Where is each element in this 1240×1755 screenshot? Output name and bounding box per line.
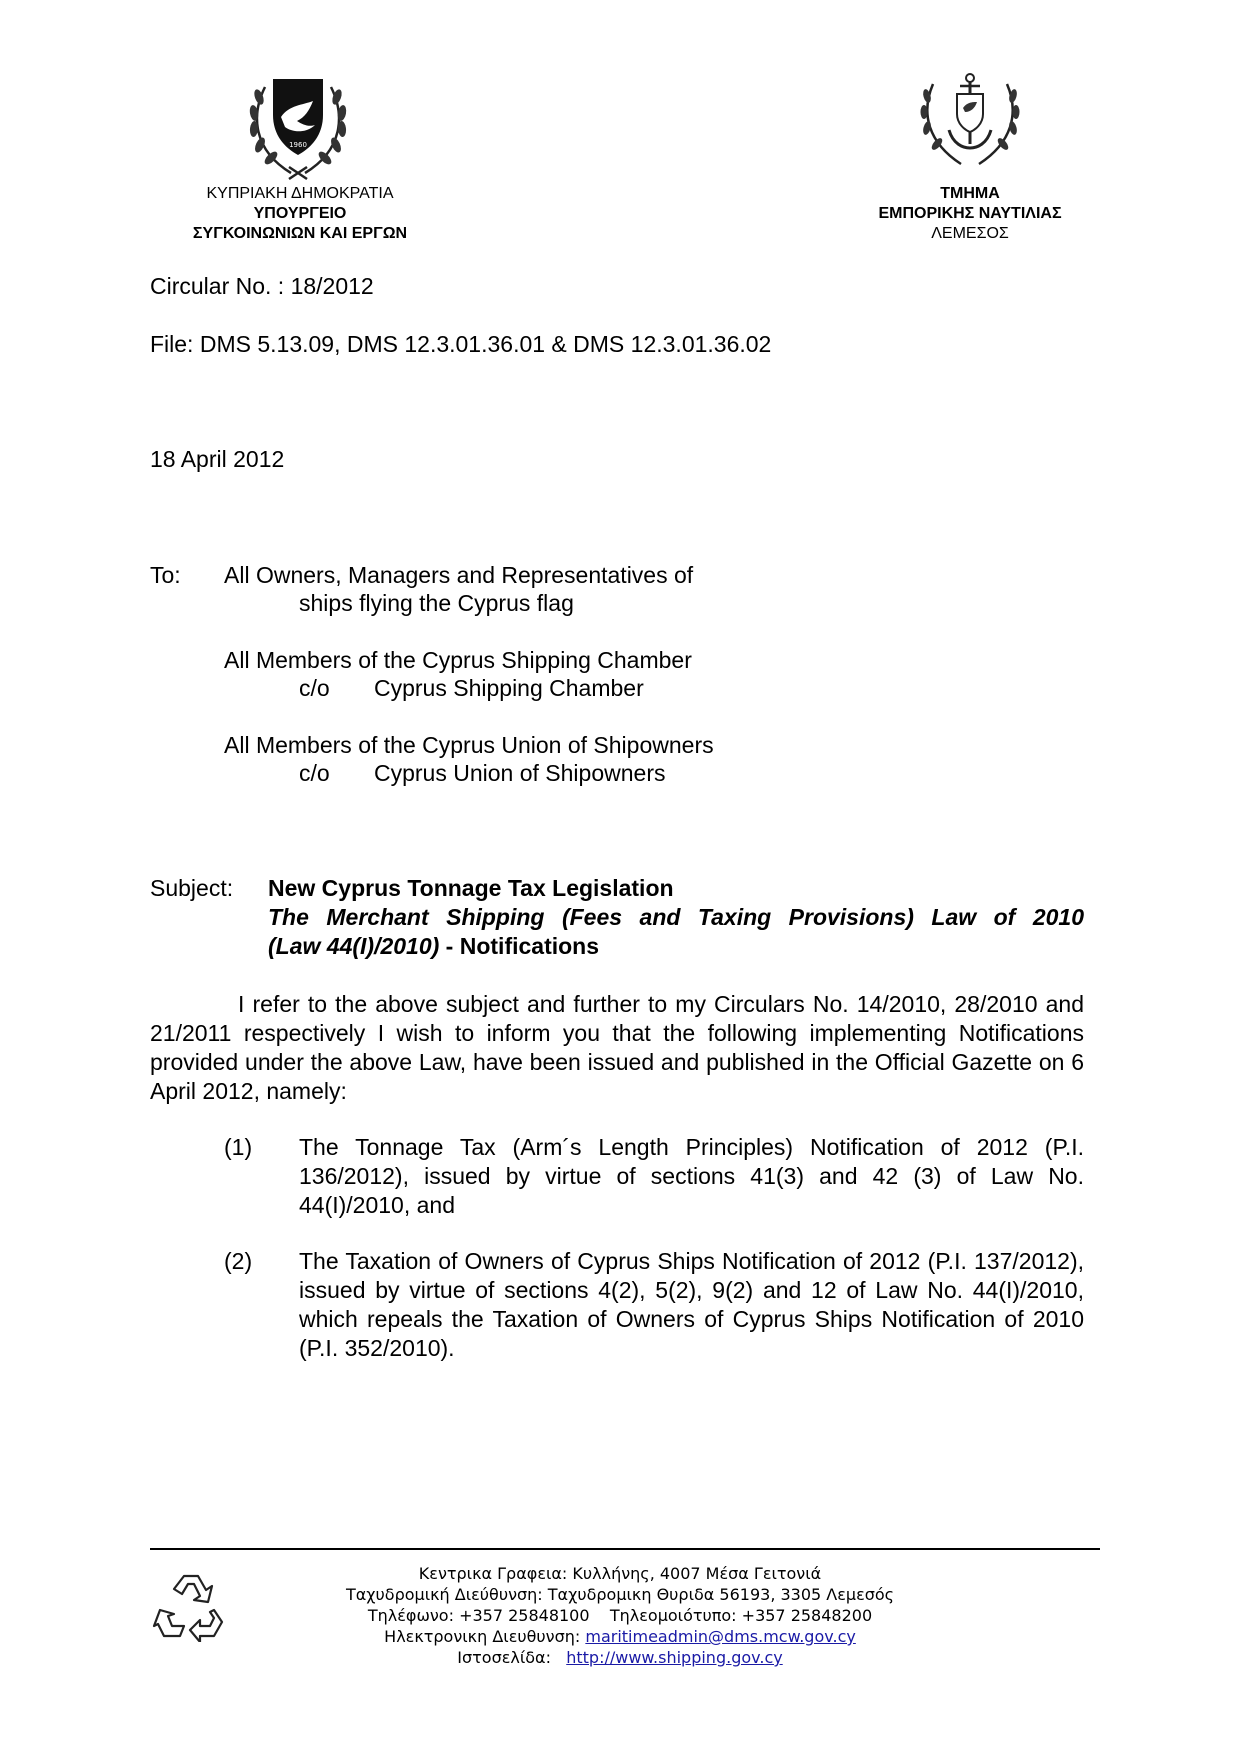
footer-divider — [150, 1548, 1100, 1550]
item-1-number: (1) — [224, 1134, 253, 1160]
item-2-number: (2) — [224, 1248, 253, 1274]
to-label: To: — [150, 562, 181, 588]
footer-web-row — [230, 1647, 1010, 1668]
recipient-3-co: c/o — [299, 760, 330, 786]
footer-contact — [230, 1563, 1010, 1668]
recipient-3-name: Cyprus Union of Shipowners — [374, 760, 666, 786]
file-reference: File: DMS 5.13.09, DMS 12.3.01.36.01 & DMS 12.3.01.36.02 — [150, 331, 772, 357]
item-2-text: The Taxation of Owners of Cyprus Ships Notification of 2012 (P.I. 137/2012), issued by virtue of sections 4(2), 5(2), 9(2) and 12 of Law No. 44(I)/2010, which repeals the Taxation of Owners of Cyprus Ships Notification of 2010 (P.I. 352/2010). — [299, 1248, 1084, 1361]
cyprus-coat-of-arms-emblem — [243, 75, 353, 183]
circular-number: Circular No. : 18/2012 — [150, 273, 374, 299]
header-right-line3: ΛΕΜΕΣΟΣ — [931, 225, 1009, 242]
recipient-1-line2: ships flying the Cyprus flag — [299, 590, 574, 616]
subject-label: Subject: — [150, 875, 234, 901]
recipient-2-name: Cyprus Shipping Chamber — [374, 675, 644, 701]
subject-law-ref: (Law 44(I)/2010) — [268, 933, 440, 959]
recycle-icon — [152, 1570, 230, 1642]
footer-web-link[interactable]: http://www.shipping.gov.cy — [566, 1648, 783, 1667]
item-1-text: The Tonnage Tax (Arm´s Length Principles) Notification of 2012 (P.I. 136/2012), issued by virtue of sections 41(3) and 42 (3) of Law No. 44(I)/2010, and — [299, 1134, 1084, 1218]
footer-email-link[interactable]: maritimeadmin@dms.mcw.gov.cy — [585, 1627, 856, 1646]
header-right-line2: ΕΜΠΟΡΙΚΗΣ ΝΑΥΤΙΛΙΑΣ — [878, 205, 1062, 222]
footer-phone-fax — [230, 1605, 1010, 1626]
footer-email-label: Ηλεκτρονικη Διευθυνση: — [384, 1627, 581, 1646]
recipient-2-co: c/o — [299, 675, 330, 701]
footer-postal: Ταχυδρομική Διεύθυνση: Ταχυδρομικη Θυριδα 56193, 3305 Λεμεσός — [345, 1585, 895, 1604]
header-left-line3: ΣΥΓΚΟΙΝΩΝΙΩΝ ΚΑΙ ΕΡΓΩΝ — [192, 225, 408, 242]
footer-web-label: Ιστοσελίδα: — [457, 1648, 551, 1667]
subject-law-number — [268, 932, 599, 961]
recipient-1-line1: All Owners, Managers and Representatives of — [224, 562, 694, 588]
recipient-2-line1: All Members of the Cyprus Shipping Chamber — [224, 647, 692, 673]
footer-email-row — [230, 1626, 1010, 1647]
header-left-line2: ΥΠΟΥΡΓΕΙΟ — [253, 205, 347, 222]
letter-date: 18 April 2012 — [150, 446, 285, 472]
footer-address: Κεντρικα Γραφεια: Κυλλήνης, 4007 Μέσα Γειτονιά — [418, 1564, 822, 1583]
svg-text:1960: 1960 — [289, 141, 307, 149]
footer-phone: Τηλέφωνο: +357 25848100 — [367, 1606, 590, 1625]
subject-notifications: - Notifications — [439, 933, 600, 959]
subject-title: New Cyprus Tonnage Tax Legislation — [268, 875, 674, 901]
subject-law-title: The Merchant Shipping (Fees and Taxing Provisions) Law of 2010 — [268, 904, 1084, 930]
header-right-line1: ΤΜΗΜΑ — [940, 185, 1000, 202]
recipient-3-line1: All Members of the Cyprus Union of Shipowners — [224, 732, 714, 758]
header-left-line1: ΚΥΠΡΙΑΚΗ ΔΗΜΟΚΡΑΤΙΑ — [206, 185, 394, 202]
department-header — [840, 184, 1100, 244]
footer-fax: Τηλεομοιότυπο: +357 25848200 — [609, 1606, 873, 1625]
ministry-header — [150, 184, 450, 244]
body-paragraph: I refer to the above subject and further to my Circulars No. 14/2010, 28/2010 and 21/2011 respectively I wish to inform you that the following implementing Notifications provided under the above Law, have been issued and published in the Official Gazette on 6 April 2012, namely: — [150, 991, 1084, 1104]
merchant-shipping-anchor-emblem — [915, 72, 1025, 172]
